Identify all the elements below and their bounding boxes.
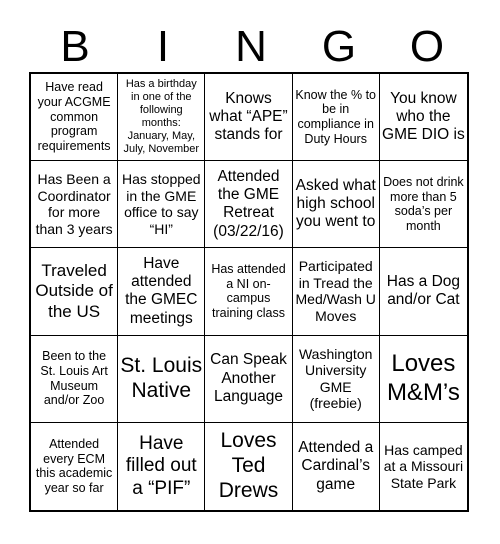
bingo-cell[interactable]: Attended every ECM this academic year so far: [31, 423, 118, 510]
bingo-cell[interactable]: Participated in Tread the Med/Wash U Moves: [293, 248, 380, 335]
bingo-cell[interactable]: Loves M&M’s: [380, 336, 467, 423]
bingo-cell[interactable]: Has attended a NI on-campus training class: [205, 248, 292, 335]
header-letter-o: O: [409, 22, 445, 71]
bingo-cell[interactable]: Know the % to be in compliance in Duty Hours: [293, 74, 380, 161]
bingo-cell[interactable]: Has camped at a Missouri State Park: [383, 441, 464, 491]
header-letter-i: I: [156, 22, 170, 71]
bingo-cell[interactable]: Asked what high school you went to: [293, 161, 380, 248]
bingo-board: [29, 72, 469, 512]
bingo-cell[interactable]: Traveled Outside of the US: [31, 248, 118, 335]
bingo-header: [31, 22, 471, 72]
bingo-cell[interactable]: Washington University GME (freebie): [293, 336, 380, 423]
header-letter-b: B: [60, 22, 90, 71]
bingo-cell[interactable]: Been to the St. Louis Art Museum and/or Zoo: [31, 336, 118, 423]
bingo-cell[interactable]: St. Louis Native: [118, 336, 205, 423]
bingo-cell[interactable]: Loves Ted Drews: [205, 423, 292, 510]
bingo-cell[interactable]: Can Speak Another Language: [205, 336, 292, 423]
header-letter-g: G: [321, 22, 357, 71]
bingo-cell[interactable]: Has Been a Coordinator for more than 3 years: [31, 161, 118, 248]
bingo-cell[interactable]: Has a Dog and/or Cat: [380, 248, 467, 335]
bingo-cell[interactable]: You know who the GME DIO is: [380, 74, 467, 161]
bingo-cell[interactable]: Have attended the GMEC meetings: [118, 248, 205, 335]
bingo-cell[interactable]: Attended the GME Retreat (03/22/16): [205, 161, 292, 248]
bingo-cell[interactable]: Has stopped in the GME office to say “HI”: [118, 161, 205, 248]
header-letter-n: N: [235, 22, 267, 71]
bingo-cell[interactable]: Does not drink more than 5 soda’s per month: [380, 161, 467, 248]
bingo-cell[interactable]: Knows what “APE” stands for: [205, 74, 292, 161]
bingo-cell[interactable]: Has a birthday in one of the following months: January, May, July, November: [118, 74, 205, 161]
bingo-cell[interactable]: Attended a Cardinal’s game: [293, 423, 380, 510]
bingo-cell[interactable]: Have filled out a “PIF”: [118, 423, 205, 510]
bingo-cell[interactable]: Have read your ACGME common program requirements: [31, 74, 118, 161]
